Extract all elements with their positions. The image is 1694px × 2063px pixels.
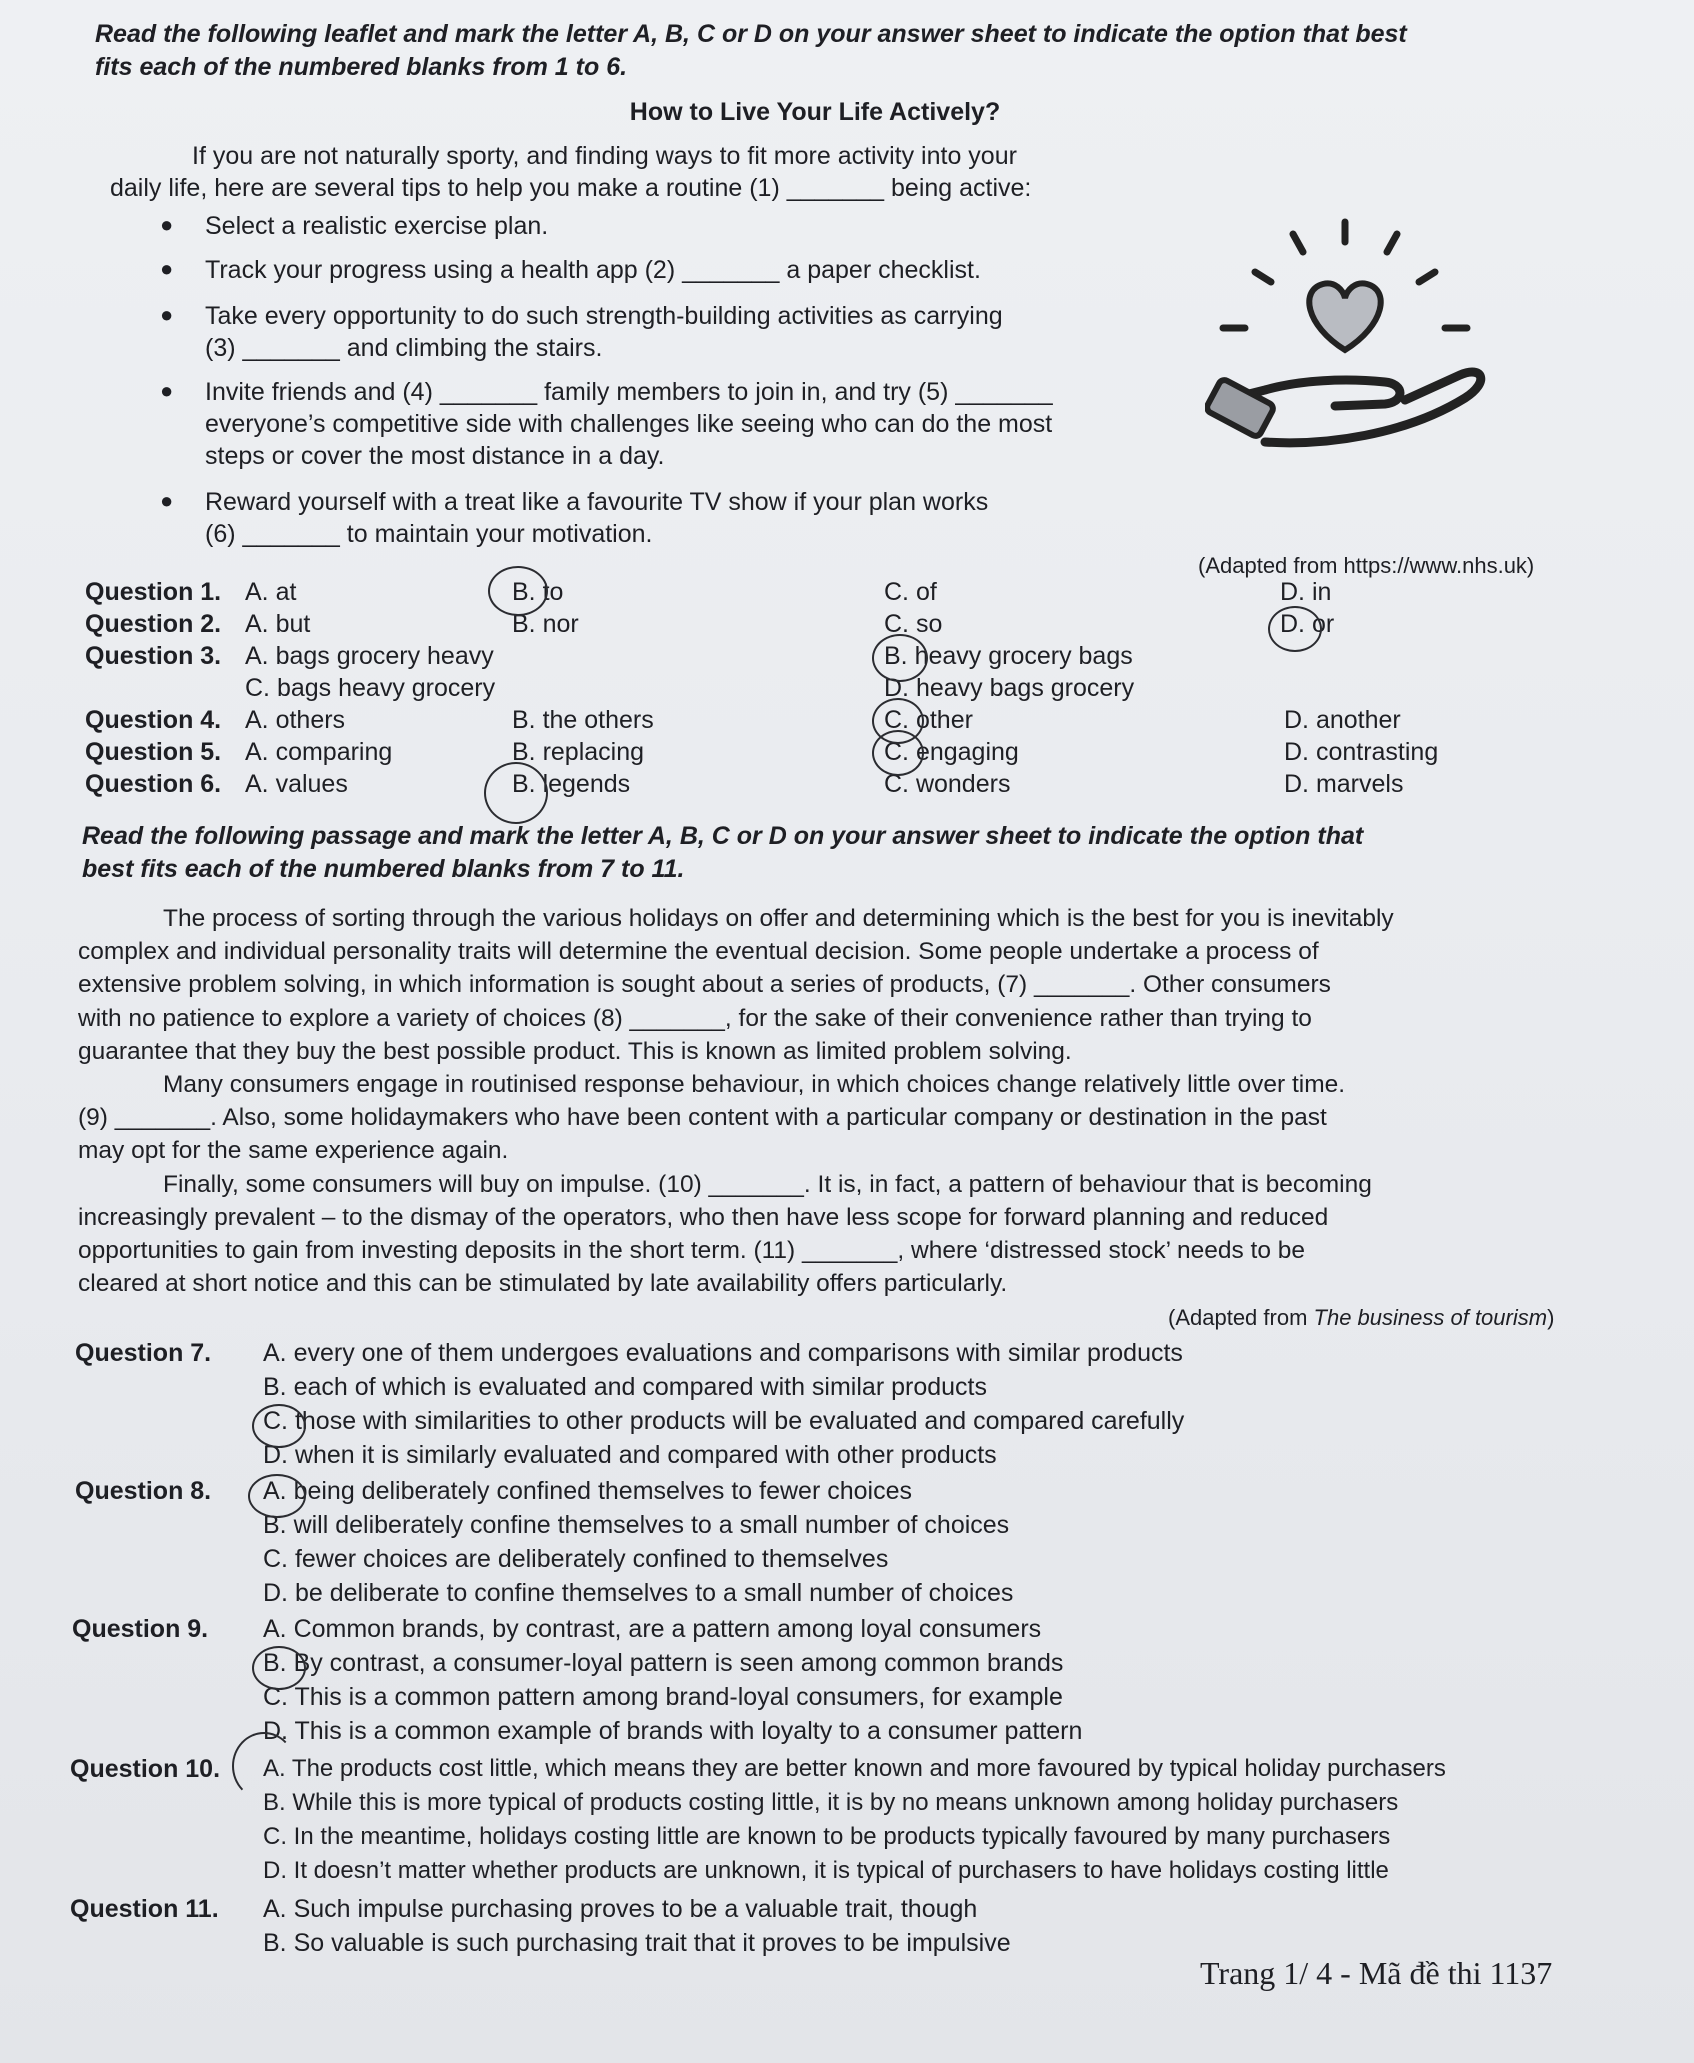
instruction-line: best fits each of the numbered blanks from 7 to 11. bbox=[82, 855, 685, 883]
passage-line: opportunities to gain from investing deposits in the short term. (11) _______, where ‘distressed stock’ needs to be bbox=[78, 1237, 1306, 1265]
option-c[interactable]: C. those with similarities to other products will be evaluated and compared carefully bbox=[263, 1407, 1185, 1435]
bullet-line: (3) _______ and climbing the stairs. bbox=[205, 334, 603, 362]
option-a[interactable]: A. The products cost little, which means they are better known and more favoured by typical holiday purchasers bbox=[263, 1755, 1446, 1782]
bullet-dot: ● bbox=[160, 256, 174, 281]
option-c[interactable]: C. wonders bbox=[884, 770, 1011, 798]
intro-line: If you are not naturally sporty, and finding ways to fit more activity into your bbox=[192, 142, 1017, 170]
section2-instruction bbox=[82, 820, 1582, 886]
bullet-dot: ● bbox=[160, 212, 174, 237]
bullet-item bbox=[205, 210, 1145, 242]
option-d[interactable]: D. marvels bbox=[1284, 770, 1404, 798]
option-d[interactable]: D. heavy bags grocery bbox=[884, 674, 1135, 702]
passage-line: with no patience to explore a variety of choices (8) _______, for the sake of their convenience rather than trying to bbox=[78, 1004, 1312, 1032]
option-a[interactable]: A. others bbox=[245, 706, 346, 734]
instruction-line: Read the following leaflet and mark the letter A, B, C or D on your answer sheet to indicate the option that best bbox=[95, 20, 1407, 48]
section1-instruction bbox=[95, 18, 1595, 84]
option-a[interactable]: A. bags grocery heavy bbox=[245, 642, 494, 670]
bullet-dot: ● bbox=[160, 378, 174, 403]
bullet-line: steps or cover the most distance in a day. bbox=[205, 442, 665, 470]
source-suffix: ) bbox=[1547, 1305, 1555, 1330]
option-a[interactable]: A. but bbox=[245, 610, 311, 638]
passage-line: cleared at short notice and this can be stimulated by late availability offers particularly. bbox=[78, 1270, 1008, 1298]
option-c[interactable]: C. bags heavy grocery bbox=[245, 674, 496, 702]
option-d[interactable]: D. It doesn’t matter whether products are unknown, it is typical of purchasers to have holidays costing little bbox=[263, 1857, 1389, 1884]
passage-line: (9) _______. Also, some holidaymakers who have been content with a particular company or destination in the past bbox=[78, 1104, 1327, 1132]
passage-line: complex and individual personality traits will determine the eventual decision. Some people undertake a process of bbox=[78, 938, 1319, 966]
option-b[interactable]: B. legends bbox=[512, 770, 631, 798]
option-c[interactable]: C. of bbox=[884, 578, 937, 606]
bullet-item bbox=[205, 254, 1145, 286]
question-label: Question 3. bbox=[85, 642, 222, 670]
bullet-dot: ● bbox=[160, 302, 174, 327]
option-d[interactable]: D. another bbox=[1284, 706, 1401, 734]
question-label: Question 9. bbox=[72, 1615, 209, 1643]
option-b[interactable]: B. the others bbox=[512, 706, 654, 734]
option-a[interactable]: A. at bbox=[245, 578, 297, 606]
bullet-line: Take every opportunity to do such strength-building activities as carrying bbox=[205, 302, 1003, 330]
option-d[interactable]: D. contrasting bbox=[1284, 738, 1439, 766]
question-label: Question 8. bbox=[75, 1477, 212, 1505]
bullet-dot: ● bbox=[160, 488, 174, 513]
hand-heart-icon bbox=[1205, 210, 1505, 480]
page-footer: Trang 1/ 4 - Mã đề thi 1137 bbox=[1200, 1955, 1553, 1991]
intro-line: daily life, here are several tips to help you make a routine (1) _______ being active: bbox=[110, 174, 1032, 202]
reading-passage bbox=[78, 902, 1566, 1300]
bullet-line: Track your progress using a health app (2) _______ a paper checklist. bbox=[205, 256, 981, 284]
bullet-item bbox=[205, 376, 1145, 472]
question-label: Question 1. bbox=[85, 578, 222, 606]
option-a[interactable]: A. being deliberately confined themselves to fewer choices bbox=[263, 1477, 912, 1505]
bullet-item bbox=[205, 486, 1145, 550]
option-b[interactable]: B. heavy grocery bags bbox=[884, 642, 1133, 670]
question-label: Question 6. bbox=[85, 770, 222, 798]
option-a[interactable]: A. every one of them undergoes evaluations and comparisons with similar products bbox=[263, 1339, 1183, 1367]
option-c[interactable]: C. In the meantime, holidays costing little are known to be products typically favoured by many purchasers bbox=[263, 1823, 1391, 1850]
source-title: The business of tourism bbox=[1313, 1305, 1548, 1330]
instruction-line: Read the following passage and mark the letter A, B, C or D on your answer sheet to indicate the option that bbox=[82, 822, 1364, 850]
option-d[interactable]: D. or bbox=[1280, 610, 1335, 638]
passage-line: guarantee that they buy the best possible product. This is known as limited problem solving. bbox=[78, 1037, 1072, 1065]
option-a[interactable]: A. values bbox=[245, 770, 348, 798]
instruction-line: fits each of the numbered blanks from 1 to 6. bbox=[95, 53, 628, 81]
bullet-line: Reward yourself with a treat like a favourite TV show if your plan works bbox=[205, 488, 989, 516]
leaflet-title: How to Live Your Life Actively? bbox=[629, 98, 1001, 126]
option-b[interactable]: B. While this is more typical of products costing little, it is by no means unknown among holiday purchasers bbox=[263, 1789, 1399, 1816]
option-a[interactable]: A. comparing bbox=[245, 738, 393, 766]
question-label: Question 7. bbox=[75, 1339, 212, 1367]
passage-line: extensive problem solving, in which information is sought about a series of products, (7) _______. Other consumers bbox=[78, 971, 1331, 999]
option-b[interactable]: B. So valuable is such purchasing trait that it proves to be impulsive bbox=[263, 1929, 1011, 1957]
option-d[interactable]: D. when it is similarly evaluated and compared with other products bbox=[263, 1441, 997, 1469]
option-b[interactable]: B. will deliberately confine themselves to a small number of choices bbox=[263, 1511, 1010, 1539]
option-c[interactable]: C. This is a common pattern among brand-loyal consumers, for example bbox=[263, 1683, 1063, 1711]
option-d[interactable]: D. This is a common example of brands with loyalty to a consumer pattern bbox=[263, 1717, 1083, 1745]
passage-line: may opt for the same experience again. bbox=[78, 1137, 509, 1165]
bullet-line: Invite friends and (4) _______ family members to join in, and try (5) _______ bbox=[205, 378, 1053, 406]
option-b[interactable]: B. By contrast, a consumer-loyal pattern is seen among common brands bbox=[263, 1649, 1064, 1677]
source-prefix: (Adapted from bbox=[1168, 1305, 1314, 1330]
option-b[interactable]: B. each of which is evaluated and compared with similar products bbox=[263, 1373, 987, 1401]
option-b[interactable]: B. to bbox=[512, 578, 564, 606]
option-b[interactable]: B. replacing bbox=[512, 738, 645, 766]
passage-line: increasingly prevalent – to the dismay of the operators, who then have less scope for forward planning and reduced bbox=[78, 1203, 1329, 1231]
option-b[interactable]: B. nor bbox=[512, 610, 579, 638]
passage-line: Many consumers engage in routinised response behaviour, in which choices change relatively little over time. bbox=[163, 1071, 1346, 1099]
option-c[interactable]: C. engaging bbox=[884, 738, 1019, 766]
bullet-line: (6) _______ to maintain your motivation. bbox=[205, 520, 653, 548]
leaflet-intro bbox=[110, 140, 1140, 204]
bullet-line: Select a realistic exercise plan. bbox=[205, 212, 549, 240]
option-d[interactable]: D. in bbox=[1280, 578, 1332, 606]
question-label: Question 10. bbox=[70, 1755, 221, 1783]
option-a[interactable]: A. Common brands, by contrast, are a pattern among loyal consumers bbox=[263, 1615, 1042, 1643]
bullet-item bbox=[205, 300, 1145, 364]
option-c[interactable]: C. so bbox=[884, 610, 943, 638]
option-d[interactable]: D. be deliberate to confine themselves to a small number of choices bbox=[263, 1579, 1014, 1607]
passage-source bbox=[1168, 1305, 1554, 1331]
option-c[interactable]: C. fewer choices are deliberately confined to themselves bbox=[263, 1545, 889, 1573]
question-label: Question 11. bbox=[70, 1895, 219, 1923]
passage-line: Finally, some consumers will buy on impulse. (10) _______. It is, in fact, a pattern of behaviour that is becoming bbox=[163, 1170, 1372, 1198]
question-label: Question 4. bbox=[85, 706, 222, 734]
option-a[interactable]: A. Such impulse purchasing proves to be a valuable trait, though bbox=[263, 1895, 978, 1923]
bullet-line: everyone’s competitive side with challenges like seeing who can do the most bbox=[205, 410, 1053, 438]
passage-line: The process of sorting through the various holidays on offer and determining which is the best for you is inevitably bbox=[163, 905, 1394, 932]
option-c[interactable]: C. other bbox=[884, 706, 973, 734]
question-label: Question 2. bbox=[85, 610, 222, 638]
question-label: Question 5. bbox=[85, 738, 222, 766]
leaflet-source: (Adapted from https://www.nhs.uk) bbox=[1198, 553, 1535, 578]
